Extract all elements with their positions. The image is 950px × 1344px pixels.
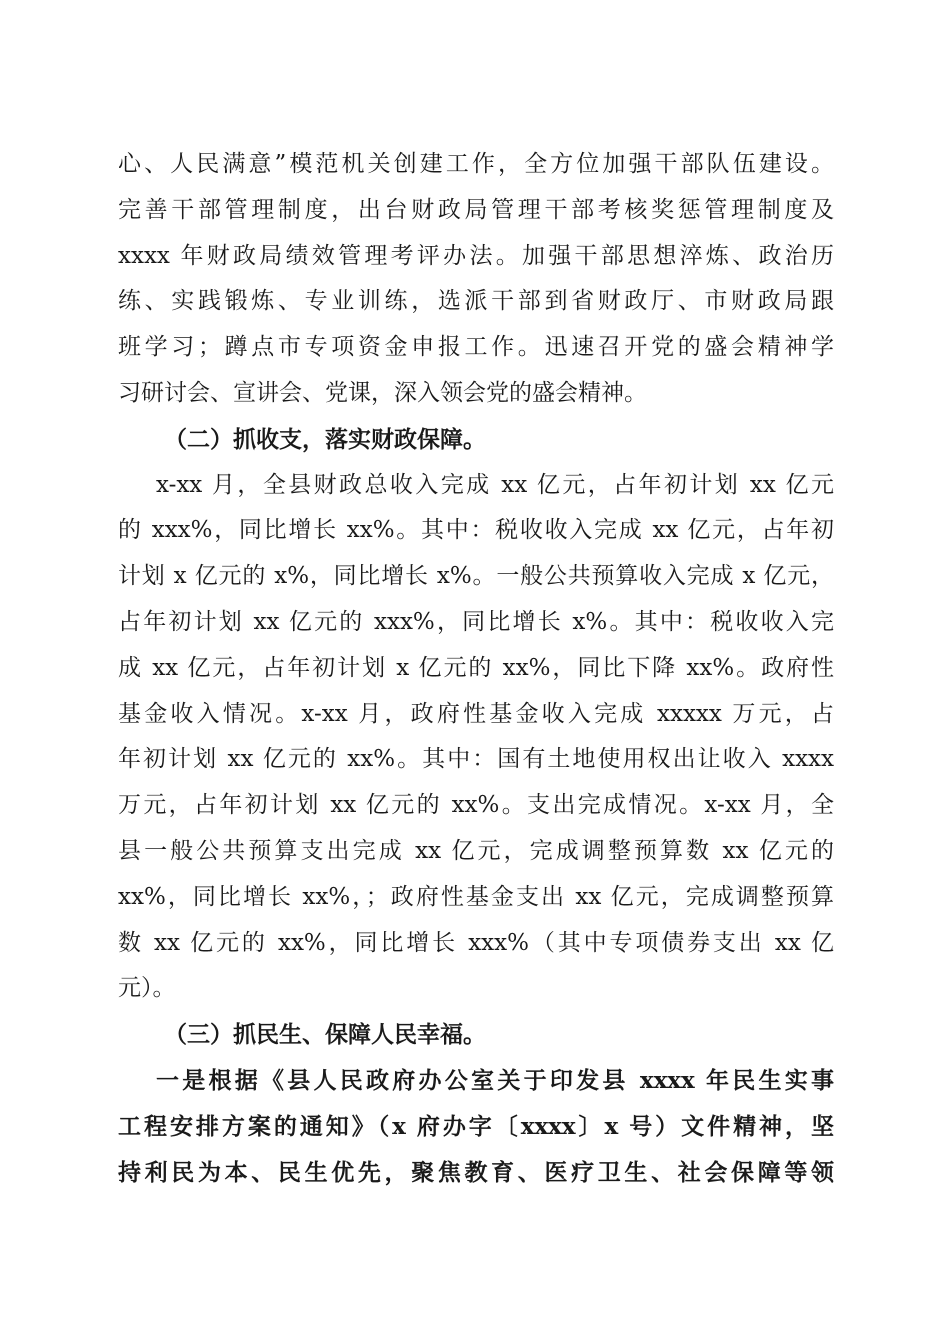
document-body <box>118 142 834 1195</box>
paragraph-line: 计划 x 亿元的 x%，同比增长 x%。一般公共预算收入完成 x 亿元， <box>118 563 834 590</box>
paragraph-line: 一是根据《县人民政府办公室关于印发县 xxxx 年民生实事 <box>156 1066 834 1094</box>
paragraph-line: 数 xx 亿元的 xx%，同比增长 xxx%（其中专项债券支出 xx 亿 <box>118 929 834 956</box>
paragraph-line: 万元，占年初计划 xx 亿元的 xx%。支出完成情况。x-xx 月，全 <box>118 792 834 819</box>
paragraph-line: 持利民为本、民生优先，聚焦教育、医疗卫生、社会保障等领 <box>118 1158 834 1186</box>
paragraph-line: 县一般公共预算支出完成 xx 亿元，完成调整预算数 xx 亿元的 <box>118 837 834 864</box>
paragraph-line: 完善干部管理制度，出台财政局管理干部考核奖惩管理制度及 <box>118 196 834 223</box>
paragraph-line: 工程安排方案的通知》（x 府办字〔xxxx〕x 号）文件精神，坚 <box>118 1112 834 1140</box>
paragraph-line: 练、实践锻炼、专业训练，选派干部到省财政厅、市财政局跟 <box>118 288 834 315</box>
paragraph-line: 班学习；蹲点市专项资金申报工作。迅速召开党的盛会精神学 <box>118 334 834 361</box>
paragraph-line: xxxx 年财政局绩效管理考评办法。加强干部思想淬炼、政治历 <box>118 242 834 269</box>
paragraph-line: 心、人民满意”模范机关创建工作，全方位加强干部队伍建设。 <box>118 151 834 177</box>
paragraph-line: 习研讨会、宣讲会、党课，深入领会党的盛会精神。 <box>118 379 647 406</box>
paragraph-line: x-xx 月，全县财政总收入完成 xx 亿元，占年初计划 xx 亿元 <box>156 471 834 498</box>
paragraph-line: xx%，同比增长 xx%，；政府性基金支出 xx 亿元，完成调整预算 <box>118 883 834 910</box>
paragraph-line: 占年初计划 xx 亿元的 xxx%，同比增长 x%。其中：税收收入完 <box>118 608 834 635</box>
paragraph-line: 的 xxx%，同比增长 xx%。其中：税收收入完成 xx 亿元，占年初 <box>118 517 834 544</box>
paragraph-line: 成 xx 亿元，占年初计划 x 亿元的 xx%，同比下降 xx%。政府性 <box>118 654 834 681</box>
paragraph-line: 元）。 <box>118 975 176 1002</box>
paragraph-line: 年初计划 xx 亿元的 xx%。其中：国有土地使用权出让收入 xxxx <box>118 746 834 773</box>
section-heading-3: （三）抓民生、保障人民幸福。 <box>164 1021 486 1049</box>
paragraph-line: 基金收入情况。x-xx 月，政府性基金收入完成 xxxxx 万元，占 <box>118 700 834 727</box>
section-heading-2: （二）抓收支，落实财政保障。 <box>164 425 486 453</box>
